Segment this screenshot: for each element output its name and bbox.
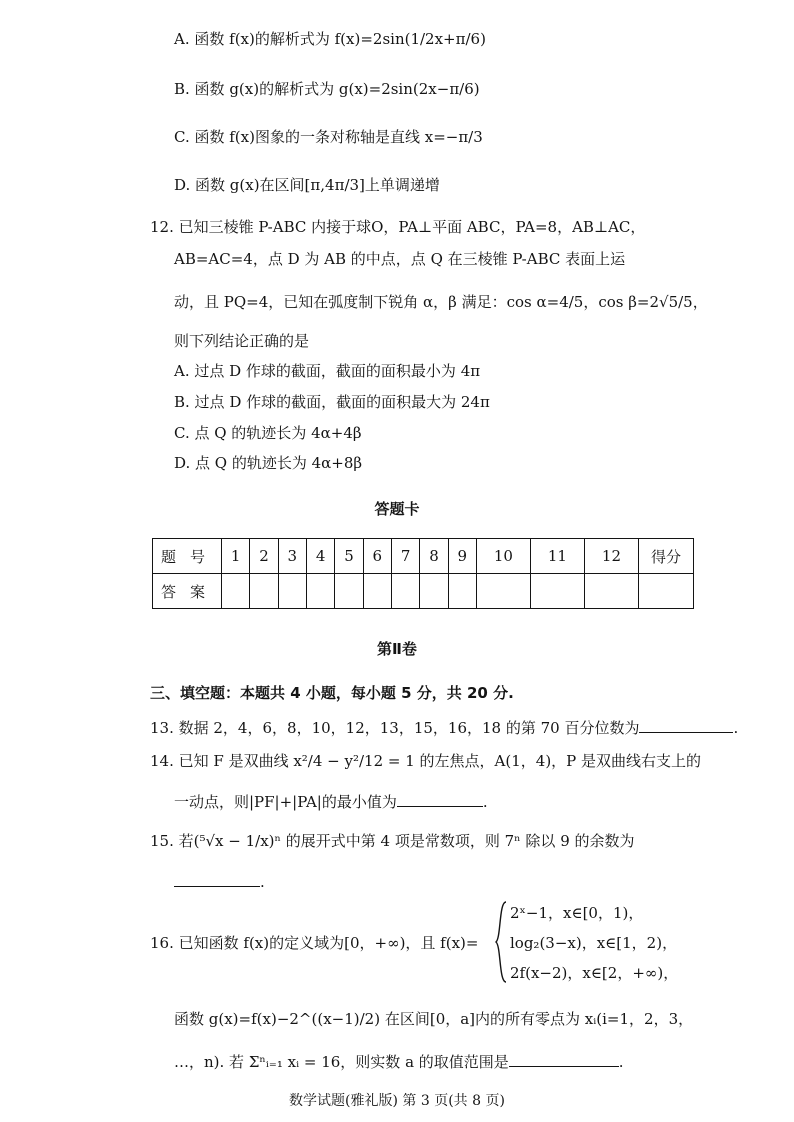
- brace-icon: [494, 900, 508, 984]
- question-number: 9: [448, 539, 476, 574]
- score-label: 得分: [639, 539, 694, 574]
- q16-prefix: 16. 已知函数 f(x)的定义域为[0，+∞)，且 f(x)=: [150, 934, 479, 952]
- question-number: 12: [584, 539, 638, 574]
- q16-case-2: log₂(3−x)，x∈[1，2)，: [510, 934, 678, 952]
- answer-card-title: 答题卡: [374, 500, 420, 518]
- part2-title: 第Ⅱ卷: [377, 640, 417, 658]
- q15-line2: .: [174, 872, 265, 891]
- answer-cell[interactable]: [476, 574, 530, 609]
- answer-cell[interactable]: [250, 574, 278, 609]
- q11-option-d: D. 函数 g(x)在区间[π,4π/3]上单调递增: [174, 176, 440, 194]
- q11-option-b: B. 函数 g(x)的解析式为 g(x)=2sin(2x−π/6): [174, 80, 480, 98]
- score-cell[interactable]: [639, 574, 694, 609]
- question-number-label: 题号: [153, 539, 222, 574]
- question-number: 6: [363, 539, 391, 574]
- q16-line3: …，n). 若 Σⁿᵢ₌₁ xᵢ = 16，则实数 a 的取值范围是 .: [174, 1053, 624, 1071]
- answer-cell[interactable]: [448, 574, 476, 609]
- section-header: 三、填空题：本题共 4 小题，每小题 5 分，共 20 分.: [150, 684, 514, 702]
- answer-cell[interactable]: [278, 574, 306, 609]
- q15-line1: 15. 若(⁵√x − 1/x)ⁿ 的展开式中第 4 项是常数项，则 7ⁿ 除以 9 的余数为: [150, 832, 635, 850]
- answer-cell[interactable]: [391, 574, 419, 609]
- q12-option-d: D. 点 Q 的轨迹长为 4α+8β: [174, 454, 363, 472]
- q16-case-1: 2ˣ−1，x∈[0，1)，: [510, 904, 644, 922]
- answer-cell[interactable]: [530, 574, 584, 609]
- answer-cell[interactable]: [306, 574, 334, 609]
- answer-cell[interactable]: [420, 574, 448, 609]
- q13-text: 13. 数据 2，4，6，8，10，12，13，15，16，18 的第 70 百分位数为: [150, 719, 640, 737]
- answer-cell[interactable]: [335, 574, 363, 609]
- q16-answer-blank[interactable]: [509, 1052, 619, 1067]
- question-number: 2: [250, 539, 278, 574]
- q11-option-a: A. 函数 f(x)的解析式为 f(x)=2sin(1/2x+π/6): [174, 30, 486, 48]
- q12-stem-line2: AB=AC=4，点 D 为 AB 的中点，点 Q 在三棱锥 P-ABC 表面上运: [174, 250, 626, 268]
- q13-answer-blank[interactable]: [639, 718, 733, 733]
- question-number: 1: [222, 539, 250, 574]
- question-number: 7: [391, 539, 419, 574]
- answer-cell[interactable]: [584, 574, 638, 609]
- q14-line2: 一动点，则|PF|+|PA|的最小值为 .: [174, 793, 488, 811]
- answer-label: 答案: [153, 574, 222, 609]
- q12-option-a: A. 过点 D 作球的截面，截面的面积最小为 4π: [174, 362, 481, 380]
- q16-line2: 函数 g(x)=f(x)−2^((x−1)/2) 在区间[0，a]内的所有零点为 xᵢ(i=1，2，3，: [174, 1010, 694, 1028]
- answer-cell[interactable]: [222, 574, 250, 609]
- answer-card-table: [152, 538, 694, 609]
- q16-case-3: 2f(x−2)，x∈[2，+∞)，: [510, 964, 679, 982]
- answer-card-answer-row: [153, 574, 694, 609]
- question-number: 5: [335, 539, 363, 574]
- q16-text: …，n). 若 Σⁿᵢ₌₁ xᵢ = 16，则实数 a 的取值范围是: [174, 1053, 509, 1071]
- q12-stem-line1: 12. 已知三棱锥 P-ABC 内接于球O，PA⊥平面 ABC，PA=8，AB⊥AC，: [150, 218, 646, 236]
- page-footer: 数学试题(雅礼版) 第 3 页(共 8 页): [289, 1093, 505, 1109]
- question-number: 3: [278, 539, 306, 574]
- q14-answer-blank[interactable]: [397, 792, 483, 807]
- q12-stem-line4: 则下列结论正确的是: [174, 332, 310, 350]
- q14-line1: 14. 已知 F 是双曲线 x²/4 − y²/12 = 1 的左焦点，A(1，4)，P 是双曲线右支上的: [150, 752, 702, 770]
- q12-option-b: B. 过点 D 作球的截面，截面的面积最大为 24π: [174, 393, 490, 411]
- q12-stem-line3: 动，且 PQ=4，已知在弧度制下锐角 α，β 满足：cos α=4/5，cos β=2√5/5，: [174, 293, 708, 311]
- question-number: 10: [476, 539, 530, 574]
- q11-option-c: C. 函数 f(x)图象的一条对称轴是直线 x=−π/3: [174, 128, 483, 146]
- question-number: 4: [306, 539, 334, 574]
- q12-option-c: C. 点 Q 的轨迹长为 4α+4β: [174, 424, 362, 442]
- question-number: 8: [420, 539, 448, 574]
- q14-text: 一动点，则|PF|+|PA|的最小值为: [174, 793, 397, 811]
- question-number: 11: [530, 539, 584, 574]
- q15-answer-blank[interactable]: [174, 872, 260, 887]
- answer-cell[interactable]: [363, 574, 391, 609]
- q13-stem: 13. 数据 2，4，6，8，10，12，13，15，16，18 的第 70 百分位数为 .: [150, 719, 739, 737]
- answer-card-number-row: [153, 539, 694, 574]
